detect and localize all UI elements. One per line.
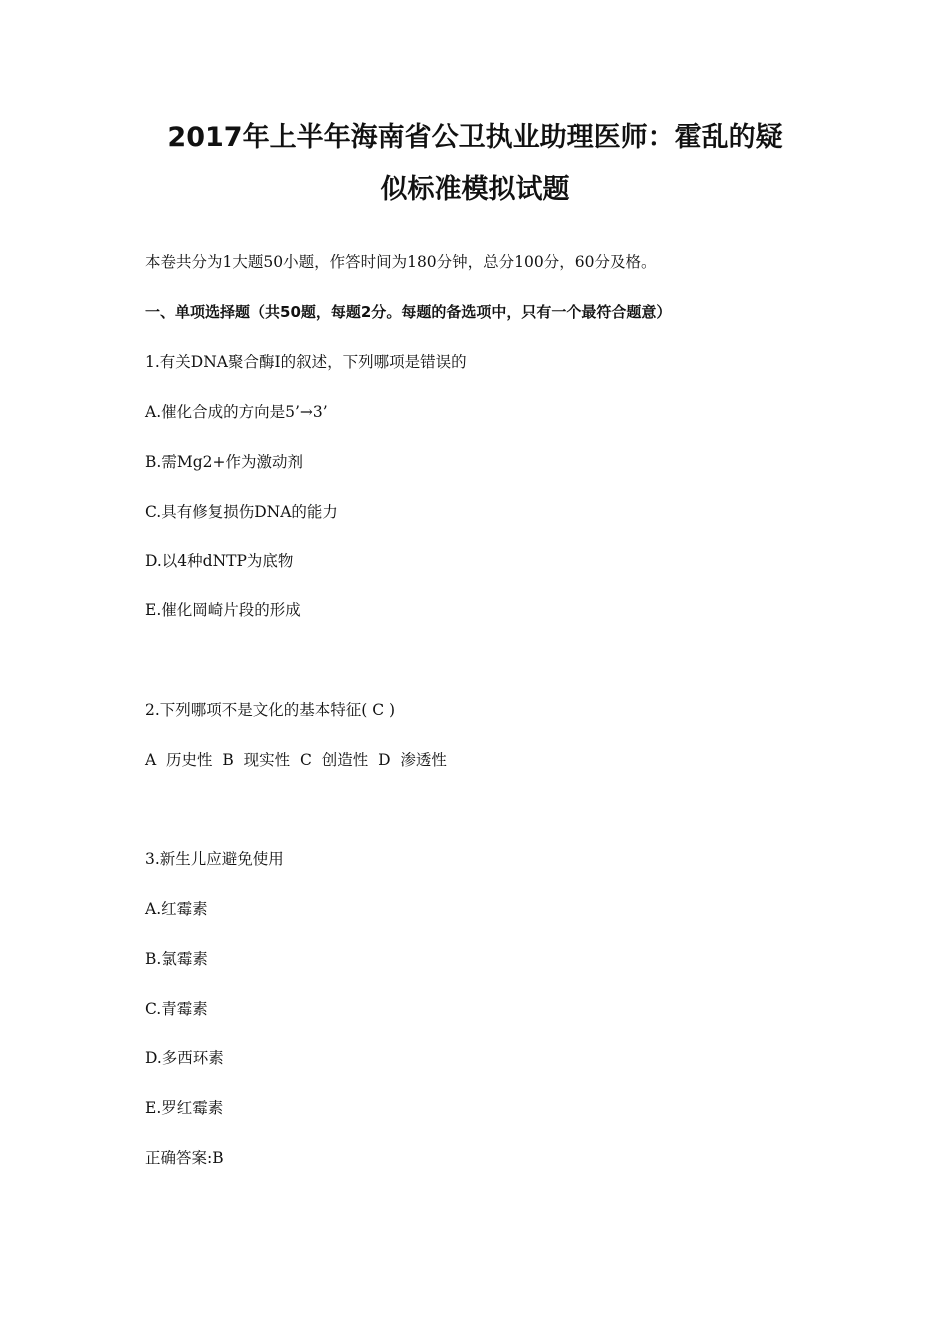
exam-intro: 本卷共分为1大题50小题，作答时间为180分钟，总分100分，60分及格。	[145, 253, 657, 271]
question-3-option-e: E.罗红霉素	[145, 1099, 224, 1117]
question-1-option-c: C.具有修复损伤DNA的能力	[145, 503, 338, 521]
question-3-answer: 正确答案:B	[145, 1149, 224, 1167]
question-3-stem: 3.新生儿应避免使用	[145, 850, 284, 868]
question-3-option-d: D.多西环素	[145, 1049, 224, 1067]
question-1-option-d: D.以4种dNTP为底物	[145, 552, 294, 570]
question-1-option-b: B.需Mg2+作为激动剂	[145, 453, 303, 471]
question-1-option-a: A.催化合成的方向是5’→3’	[145, 403, 328, 421]
title-line-1: 2017年上半年海南省公卫执业助理医师：霍乱的疑	[167, 122, 783, 153]
question-3-option-a: A.红霉素	[145, 900, 208, 918]
document-title	[120, 112, 830, 216]
question-2-options: A 历史性 B 现实性 C 创造性 D 渗透性	[145, 751, 447, 769]
question-1-stem: 1.有关DNA聚合酶I的叙述，下列哪项是错误的	[145, 353, 467, 371]
title-line-2: 似标准模拟试题	[380, 174, 570, 205]
question-1-option-e: E.催化岡崎片段的形成	[145, 601, 301, 619]
question-2-stem: 2.下列哪项不是文化的基本特征( C )	[145, 701, 396, 719]
section-heading: 一、单项选择题（共50题，每题2分。每题的备选项中，只有一个最符合题意）	[145, 303, 672, 321]
question-3-option-b: B.氯霉素	[145, 950, 208, 968]
question-3-option-c: C.青霉素	[145, 1000, 208, 1018]
